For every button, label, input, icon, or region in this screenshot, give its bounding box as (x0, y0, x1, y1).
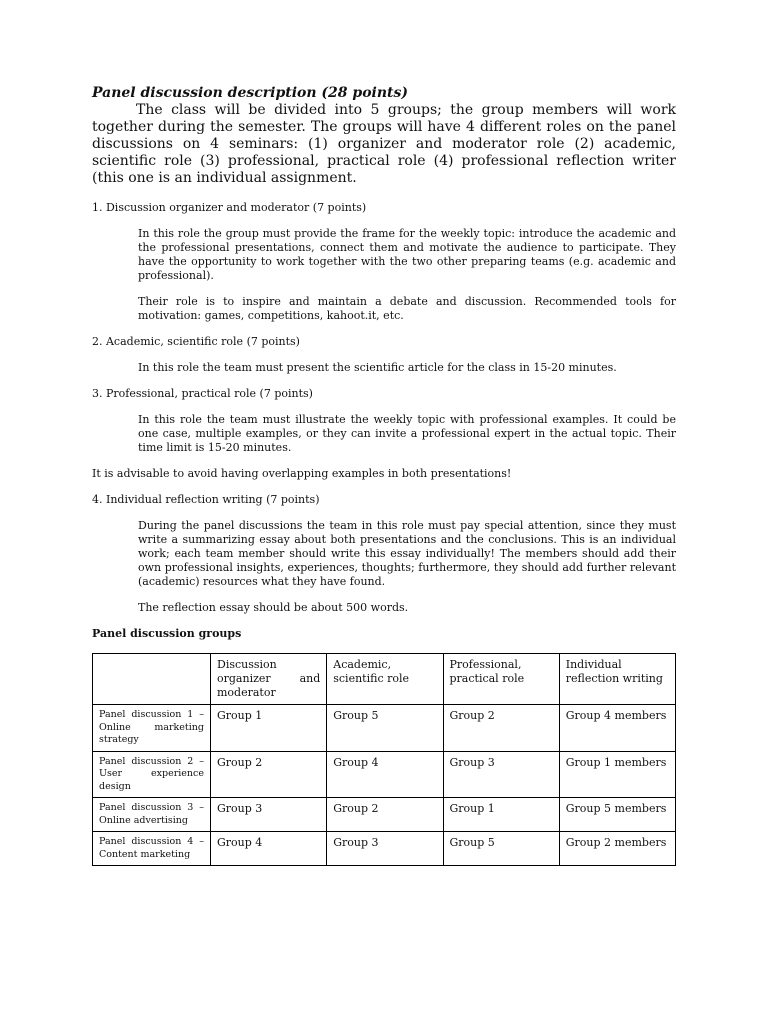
table-row-label: Panel discussion 3 – Online advertising (93, 798, 211, 832)
advisory-note: It is advisable to avoid having overlapping examples in both presentations! (92, 467, 512, 480)
section-heading: 4. Individual reflection writing (7 points) (92, 493, 320, 506)
table-cell: Group 2 (443, 705, 559, 752)
document-title: Panel discussion description (28 points) (92, 85, 409, 101)
section-heading: 3. Professional, practical role (7 points) (92, 387, 313, 400)
section-paragraph: In this role the team must illustrate the weekly topic with professional examples. It could be one case, multiple examples, or they can invite a professional expert in the actual topic. Their time limit is 15-20 minutes. (138, 413, 676, 454)
table-cell: Group 4 (327, 751, 443, 798)
section-4 (92, 493, 676, 615)
table-cell: Group 5 (327, 705, 443, 752)
table-cell: Group 2 (327, 798, 443, 832)
table-header-cell: Academic, scientific role (327, 654, 443, 705)
table-cell: Group 4 (211, 832, 327, 866)
table-row (93, 798, 676, 832)
table-cell: Group 1 (211, 705, 327, 752)
table-cell: Group 3 (211, 798, 327, 832)
table-row (93, 832, 676, 866)
section-paragraph: In this role the team must present the scientific article for the class in 15-20 minutes. (138, 361, 617, 374)
table-row (93, 705, 676, 752)
table-row-label: Panel discussion 2 – User experience design (93, 751, 211, 798)
groups-title: Panel discussion groups (92, 627, 242, 640)
table-header-row (93, 654, 676, 705)
table-cell: Group 3 (443, 751, 559, 798)
table-cell: Group 1 (443, 798, 559, 832)
table-cell: Group 1 members (559, 751, 675, 798)
section-paragraph: The reflection essay should be about 500 words. (138, 601, 409, 614)
table-cell: Group 4 members (559, 705, 675, 752)
section-paragraph: Their role is to inspire and maintain a debate and discussion. Recommended tools for motivation: games, competitions, kahoot.it, etc. (138, 295, 676, 322)
table-cell: Group 5 (443, 832, 559, 866)
section-paragraph: In this role the group must provide the frame for the weekly topic: introduce the academic and the professional presentations, connect them and motivate the audience to participate. They have the opportunity to work together with the two other preparing teams (e.g. academic and professional). (138, 227, 676, 282)
table-header-cell: Professional, practical role (443, 654, 559, 705)
section-1 (92, 201, 676, 323)
table-row (93, 751, 676, 798)
table-cell: Group 5 members (559, 798, 675, 832)
section-paragraph: During the panel discussions the team in this role must pay special attention, since they must write a summarizing essay about both presentations and the conclusions. This is an individual work; each team member should write this essay individually! The members should add their own professional insights, experiences, thoughts; furthermore, they should add further relevant (academic) resources what they have found. (138, 519, 676, 588)
table-header-cell (93, 654, 211, 705)
groups-table (92, 653, 676, 866)
intro-paragraph: The class will be divided into 5 groups; the group members will work together during the semester. The groups will have 4 different roles on the panel discussions on 4 seminars: (1) organizer and moderator role (2) academic, scientific role (3) professional, practical role (4) professional reflection writer (this one is an individual assignment. (92, 102, 676, 186)
table-row-label: Panel discussion 1 – Online marketing strategy (93, 705, 211, 752)
section-heading: 2. Academic, scientific role (7 points) (92, 335, 300, 348)
table-cell: Group 3 (327, 832, 443, 866)
table-cell: Group 2 (211, 751, 327, 798)
section-2 (92, 335, 676, 375)
section-3 (92, 387, 676, 455)
table-cell: Group 2 members (559, 832, 675, 866)
section-heading: 1. Discussion organizer and moderator (7 points) (92, 201, 367, 214)
document-page (92, 84, 676, 866)
table-row-label: Panel discussion 4 – Content marketing (93, 832, 211, 866)
table-header-cell: Discussion organizer and moderator (211, 654, 327, 705)
table-header-cell: Individual reflection writing (559, 654, 675, 705)
